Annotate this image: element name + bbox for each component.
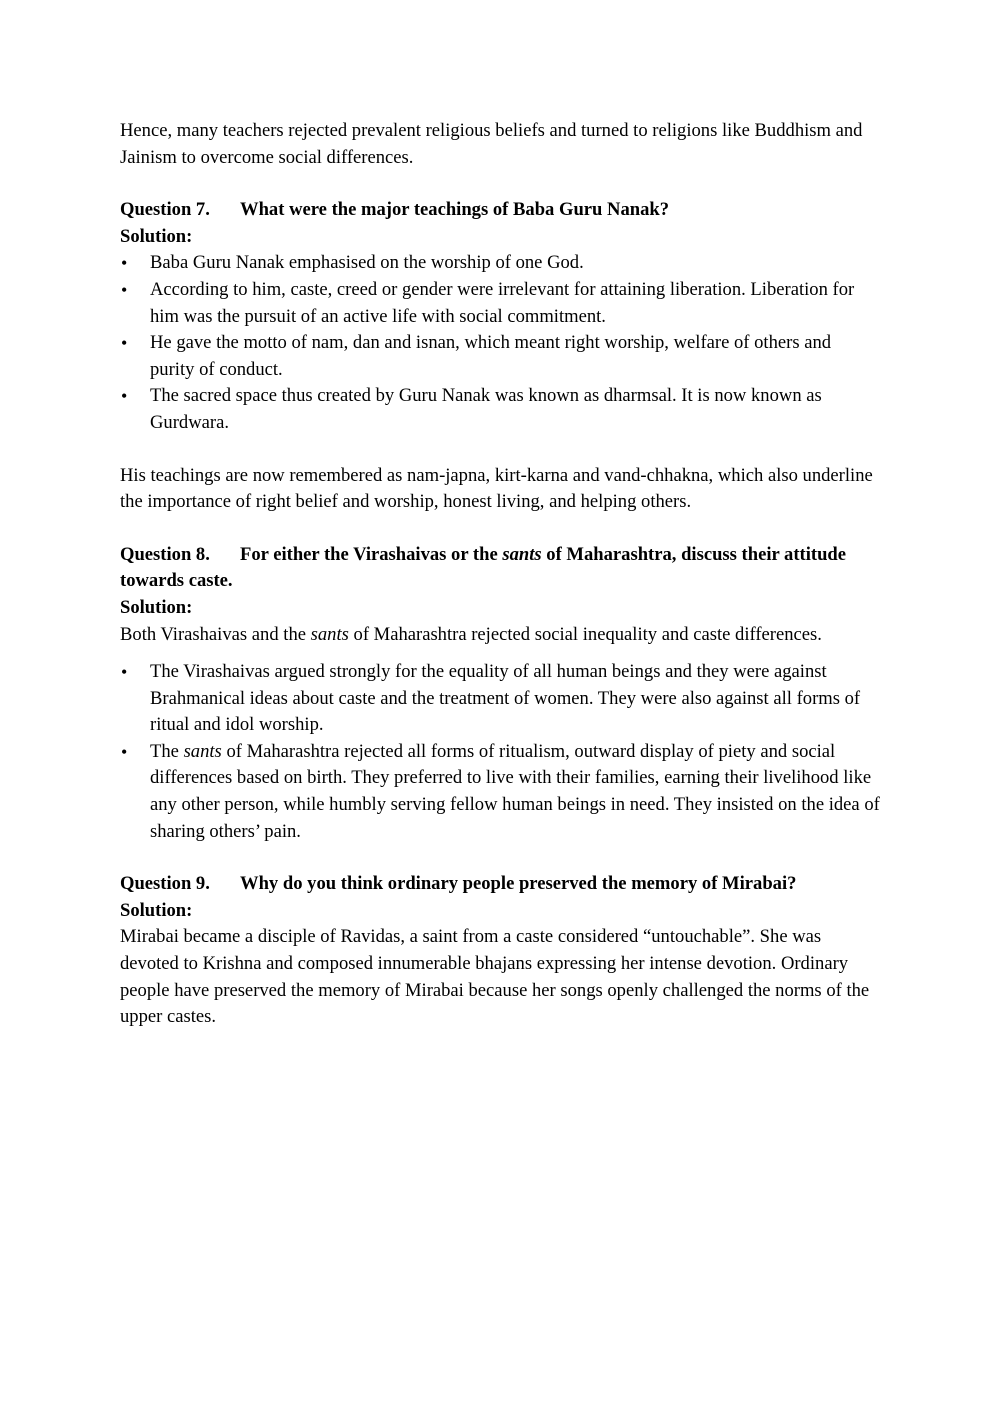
question-9-answer-paragraph: Mirabai became a disciple of Ravidas, a saint from a caste considered “untouchable”. She was devoted to Krishna and composed innumerable bhajans expressing her intense devotion. Ordinary people have preserved the memory of Mirabai because her songs openly challenged the norms of the upper castes. <box>120 926 870 1028</box>
question-7-heading <box>120 197 880 224</box>
question-8-text-part2: of Maharashtra, discuss their attitude towards caste. <box>120 543 847 592</box>
question-8-section <box>120 542 880 846</box>
list-item: • The sacred space thus created by Guru Nanak was known as dharmsal. It is now known as Gurdwara. <box>120 383 880 436</box>
list-item: • The Virashaivas argued strongly for the equality of all human beings and they were against Brahmanical ideas about caste and the treatment of women. They were also against all forms of ritual and idol worship. <box>120 659 880 739</box>
question-8-heading <box>120 542 880 595</box>
question-9-number: Question 9. <box>120 873 210 895</box>
question-7-number: Question 7. <box>120 199 210 221</box>
question-8-text-part1: For either the Virashaivas or the <box>240 543 503 565</box>
question-8-text-italic: sants <box>502 543 542 565</box>
intro-paragraph: Hence, many teachers rejected prevalent religious beliefs and turned to religions like Buddhism and Jainism to overcome social differences. <box>120 120 863 168</box>
question-8-intro-italic: sants <box>310 623 349 645</box>
list-item <box>120 739 880 845</box>
bullet-2-part1: The <box>150 740 184 762</box>
question-8-solution-label: Solution: <box>120 596 193 618</box>
list-item: • Baba Guru Nanak emphasised on the worship of one God. <box>120 250 880 277</box>
question-9-solution-label: Solution: <box>120 899 193 921</box>
question-9-heading <box>120 871 880 898</box>
bullet-2-part2: of Maharashtra rejected all forms of ritualism, outward display of piety and social differences based on birth. They preferred to live with their families, earning their livelihood like any other person, while humbly serving fellow human beings in need. They insisted on the idea of sharing others’ pain. <box>150 740 880 842</box>
question-8-intro-part1: Both Virashaivas and the <box>120 623 311 645</box>
question-7-section <box>120 197 880 516</box>
list-item: • He gave the motto of nam, dan and isnan, which meant right worship, welfare of others and purity of conduct. <box>120 330 880 383</box>
bullet-2-italic: sants <box>183 740 222 762</box>
question-7-solution-label: Solution: <box>120 225 193 247</box>
question-9-section <box>120 871 880 1031</box>
question-8-bullet-list <box>120 659 880 845</box>
document-page <box>120 118 880 1031</box>
list-item: • According to him, caste, creed or gender were irrelevant for attaining liberation. Liberation for him was the pursuit of an active life with social commitment. <box>120 277 880 330</box>
question-7-bullet-list <box>120 250 880 436</box>
question-9-text: Why do you think ordinary people preserved the memory of Mirabai? <box>240 873 797 895</box>
question-8-number: Question 8. <box>120 543 210 565</box>
question-7-text: What were the major teachings of Baba Guru Nanak? <box>240 199 670 221</box>
question-8-intro-paragraph <box>120 622 880 649</box>
question-7-closing-paragraph: His teachings are now remembered as nam-japna, kirt-karna and vand-chhakna, which also underline the importance of right belief and worship, honest living, and helping others. <box>120 464 873 513</box>
question-8-intro-part2: of Maharashtra rejected social inequality and caste differences. <box>348 623 822 645</box>
